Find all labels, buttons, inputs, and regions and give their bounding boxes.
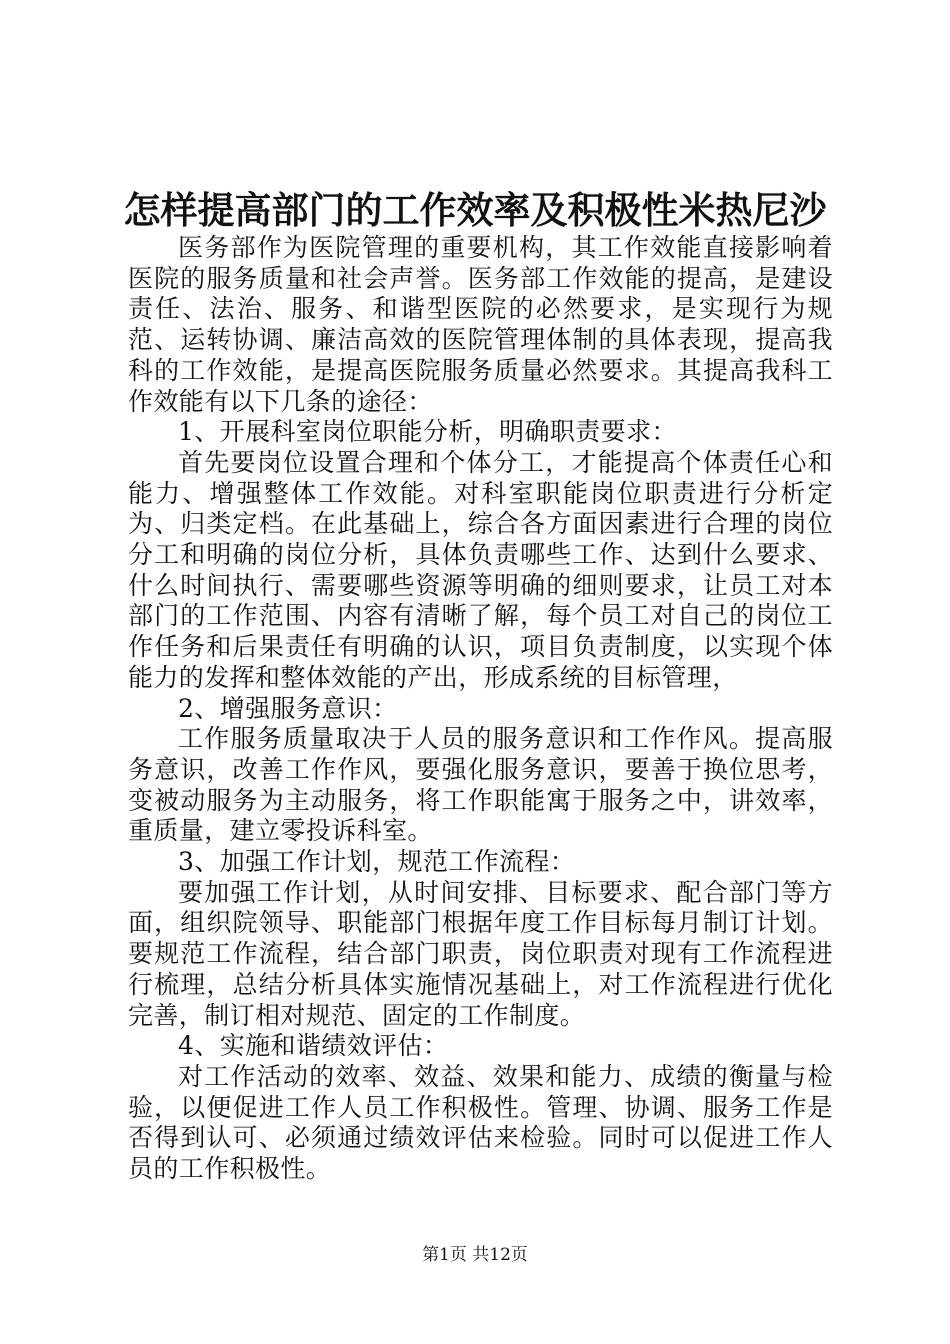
section-heading-3: 3、加强工作计划，规范工作流程： — [178, 847, 576, 877]
paragraph-section-3: 要加强工作计划，从时间安排、目标要求、配合部门等方面，组织院领导、职能部门根据年度工作目标每月制订计划。要规范工作流程，结合部门职责，岗位职责对现有工作流程进行梳理，总结分析具体实施情况基础上，对工作流程进行优化完善，制订相对规范、固定的工作制度。 — [128, 877, 833, 1030]
section-heading-1: 1、开展科室岗位职能分析，明确职责要求： — [178, 417, 677, 447]
document-title: 怎样提高部门的工作效率及积极性米热尼沙 — [123, 188, 827, 232]
document-body — [128, 233, 833, 1185]
paragraph-section-4: 对工作活动的效率、效益、效果和能力、成绩的衡量与检验，以便促进工作人员工作积极性。管理、协调、服务工作是否得到认可、必须通过绩效评估来检验。同时可以促进工作人员的工作积极性。 — [128, 1061, 833, 1184]
section-heading-2: 2、增强服务意识： — [178, 693, 398, 723]
paragraph-section-2: 工作服务质量取决于人员的服务意识和工作作风。提高服务意识，改善工作作风，要强化服务意识，要善于换位思考，变被动服务为主动服务，将工作职能寓于服务之中，讲效率，重质量，建立零投诉科室。 — [128, 724, 833, 846]
section-heading-4: 4、实施和谐绩效评估： — [178, 1031, 449, 1061]
paragraph-section-1: 首先要岗位设置合理和个体分工，才能提高个体责任心和能力、增强整体工作效能。对科室职能岗位职责进行分析定为、归类定档。在此基础上，综合各方面因素进行合理的岗位分工和明确的岗位分析，具体负责哪些工作、达到什么要求、什么时间执行、需要哪些资源等明确的细则要求，让员工对本部门的工作范围、内容有清晰了解，每个员工对自己的岗位工作任务和后果责任有明确的认识，项目负责制度，以实现个体能力的发挥和整体效能的产出，形成系统的目标管理， — [128, 447, 833, 692]
page-number-footer: 第1页 共12页 — [422, 1245, 528, 1265]
paragraph-intro: 医务部作为医院管理的重要机构，其工作效能直接影响着医院的服务质量和社会声誉。医务部工作效能的提高，是建设责任、法治、服务、和谐型医院的必然要求，是实现行为规范、运转协调、廉洁高效的医院管理体制的具体表现，提高我科的工作效能，是提高医院服务质量必然要求。其提高我科工作效能有以下几条的途径： — [128, 233, 833, 416]
